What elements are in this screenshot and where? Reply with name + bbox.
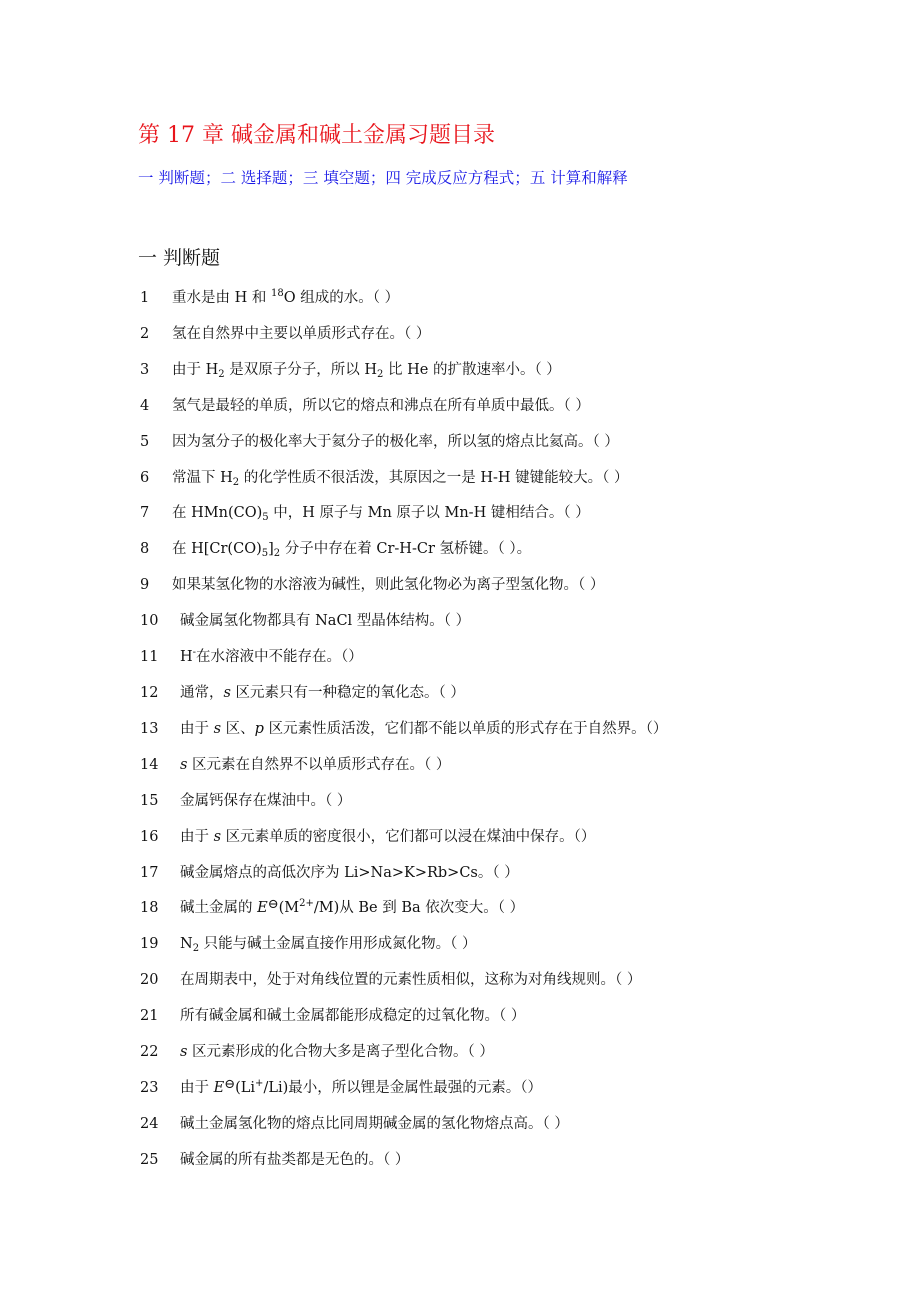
question-text [180, 681, 465, 717]
question-item [140, 358, 900, 394]
text-run: N [180, 936, 193, 953]
text-run: (Li [235, 1079, 256, 1096]
text-run: 由于 [180, 828, 214, 845]
question-text [172, 430, 619, 466]
question-number: 21 [140, 1008, 159, 1025]
question-text [180, 968, 641, 1004]
question-item [140, 896, 900, 932]
question-item [140, 286, 900, 322]
text-run: 区元素单质的密度很小，它们都可以浸在煤油中保存。（） [221, 828, 596, 845]
superscript: 18 [270, 288, 284, 299]
question-item [140, 466, 900, 502]
subscript: 5 [261, 548, 269, 560]
text-run: 重水是由 H 和 [172, 290, 271, 306]
text-run: 只能与碱土金属直接作用形成氮化物。（ ） [199, 936, 477, 953]
question-text [172, 501, 590, 537]
chapter-title: 第 17 章 碱金属和碱土金属习题目录 [138, 123, 495, 148]
question-number: 17 [140, 864, 159, 881]
italic-symbol: s [180, 1044, 188, 1061]
question-text [180, 1040, 494, 1076]
text-run: 碱金属熔点的高低次序为 Li>Na>K>Rb>Cs。（ ） [180, 864, 519, 881]
text-run: 由于 [180, 720, 214, 737]
question-text [172, 286, 399, 322]
superscript: - [192, 647, 197, 659]
italic-symbol: s [213, 828, 222, 845]
question-text [172, 573, 604, 609]
text-run: 因为氢分子的极化率大于氦分子的极化率，所以氢的熔点比氦高。（ ） [172, 433, 619, 450]
italic-symbol: s [213, 720, 222, 737]
question-item [140, 825, 900, 861]
italic-symbol: E [213, 1079, 225, 1096]
text-run: /M)从 Be 到 Ba 依次变大。（ ） [313, 900, 525, 917]
question-item [140, 932, 900, 968]
question-number: 19 [140, 936, 159, 953]
text-run: 由于 [180, 1079, 214, 1096]
text-run: 在 H[Cr(CO) [172, 541, 262, 558]
question-item [140, 537, 900, 573]
question-number: 6 [140, 469, 150, 486]
text-run: 区元素在自然界不以单质形式存在。（ ） [187, 756, 451, 773]
subscript: 2 [377, 368, 384, 380]
text-run: 的化学性质不很活泼，其原因之一是 H-H 键键能较大。（ ） [239, 469, 629, 486]
question-item [140, 681, 900, 717]
question-item [140, 753, 900, 789]
question-number: 16 [140, 828, 159, 845]
text-run: 区元素性质活泼，它们都不能以单质的形式存在于自然界。（） [263, 720, 668, 737]
text-run: 由于 H [172, 361, 219, 378]
italic-symbol: E [257, 900, 268, 917]
subscript: 2 [192, 943, 200, 955]
subscript: 5 [262, 512, 269, 524]
text-run: 氢在自然界中主要以单质形式存在。（ ） [172, 325, 431, 342]
text-run: 区、 [221, 720, 255, 737]
question-item [140, 968, 900, 1004]
text-run: H [180, 649, 193, 666]
question-number: 7 [140, 505, 150, 522]
text-run: 碱土金属氢化物的熔点比同周期碱金属的氢化物熔点高。（ ） [180, 1115, 569, 1132]
question-text [180, 825, 595, 861]
question-item [140, 717, 900, 753]
question-item [140, 1076, 900, 1112]
question-text [180, 932, 477, 968]
question-text [172, 358, 561, 394]
toc-link-4[interactable]: 四 完成反应方程式 [385, 169, 515, 187]
question-text [172, 466, 629, 502]
question-number: 10 [140, 613, 159, 630]
superscript: + [255, 1077, 264, 1089]
question-item [140, 609, 900, 645]
question-number: 2 [140, 325, 150, 342]
question-list [140, 286, 900, 1184]
subscript: 2 [218, 368, 225, 380]
standard-state-symbol: ⊖ [267, 897, 279, 913]
question-item [140, 861, 900, 897]
question-text [180, 717, 667, 753]
question-text [180, 753, 450, 789]
text-run: 常温下 H [172, 469, 233, 486]
text-run: 碱金属的所有盐类都是无色的。（ ） [180, 1151, 410, 1168]
question-text [180, 645, 363, 681]
text-run: 所有碱金属和碱土金属都能形成稳定的过氧化物。（ ） [180, 1008, 526, 1025]
text-run: ] [268, 541, 274, 558]
question-text [172, 537, 531, 573]
text-run: /Li)最小，所以锂是金属性最强的元素。（） [263, 1079, 542, 1096]
text-run: 氢气是最轻的单质，所以它的熔点和沸点在所有单质中最低。（ ） [172, 397, 590, 414]
question-item [140, 501, 900, 537]
section-heading: 一 判断题 [138, 247, 221, 269]
question-number: 13 [140, 720, 159, 737]
superscript: 2+ [299, 898, 314, 910]
text-run: 比 He 的扩散速率小。（ ） [383, 361, 561, 378]
question-item [140, 789, 900, 825]
question-text [180, 1004, 525, 1040]
question-item [140, 1148, 900, 1184]
question-item [140, 394, 900, 430]
question-number: 3 [140, 361, 150, 378]
question-text [180, 861, 519, 897]
question-number: 18 [140, 900, 159, 917]
question-item [140, 430, 900, 466]
question-item [140, 322, 900, 358]
subscript: 2 [273, 548, 281, 560]
subscript: 2 [232, 476, 240, 488]
text-run: 如果某氢化物的水溶液为碱性，则此氢化物必为离子型氢化物。（ ） [172, 577, 605, 594]
question-number: 12 [140, 684, 159, 701]
question-number: 23 [140, 1079, 159, 1096]
question-number: 9 [140, 577, 150, 594]
question-number: 11 [140, 649, 159, 666]
question-number: 25 [140, 1151, 159, 1168]
italic-symbol: p [254, 720, 264, 737]
italic-symbol: s [180, 756, 188, 773]
toc-link-5[interactable]: 五 计算和解释 [529, 169, 628, 187]
question-text [172, 394, 590, 430]
question-item [140, 645, 900, 681]
text-run: 区元素只有一种稳定的氧化态。（ ） [230, 684, 465, 701]
question-number: 8 [140, 541, 150, 558]
question-item [140, 1004, 900, 1040]
question-number: 22 [140, 1044, 159, 1061]
italic-symbol: s [223, 684, 231, 701]
text-run: O 组成的水。（ ） [283, 290, 400, 306]
question-number: 4 [140, 397, 150, 414]
standard-state-symbol: ⊖ [224, 1076, 236, 1092]
question-text [180, 789, 351, 825]
toc-separator: ； [369, 169, 386, 187]
question-item [140, 573, 900, 609]
question-item [140, 1040, 900, 1076]
question-text [180, 1112, 569, 1148]
question-text [180, 1148, 409, 1184]
toc-separator: ； [287, 169, 303, 187]
text-run: 在 HMn(CO) [172, 505, 263, 522]
question-number: 20 [140, 972, 159, 989]
text-run: 金属钙保存在煤油中。（ ） [180, 792, 352, 809]
text-run: 区元素形成的化合物大多是离子型化合物。（ ） [187, 1044, 494, 1061]
text-run: 通常， [180, 684, 224, 701]
text-run: (M [278, 900, 300, 917]
question-number: 1 [140, 290, 150, 306]
text-run: 分子中存在着 Cr-H-Cr 氢桥键。（ ）。 [280, 541, 532, 558]
text-run: 碱金属氢化物都具有 NaCl 型晶体结构。（ ） [180, 613, 471, 630]
toc-separator: ； [514, 169, 530, 187]
text-run: 中，H 原子与 Mn 原子以 Mn-H 键相结合。（ ） [268, 505, 590, 522]
text-run: 是双原子分子，所以 H [224, 361, 378, 378]
question-item [140, 1112, 900, 1148]
text-run: 在水溶液中不能存在。（） [196, 649, 363, 666]
text-run: 在周期表中，处于对角线位置的元素性质相似，这称为对角线规则。（ ） [180, 972, 642, 989]
question-number: 14 [140, 756, 159, 773]
toc-link-3[interactable]: 三 填空题 [302, 169, 370, 187]
question-text [180, 1076, 542, 1112]
question-number: 24 [140, 1115, 159, 1132]
toc-links [138, 166, 628, 188]
question-number: 15 [140, 792, 159, 809]
question-text [172, 322, 430, 358]
question-text [180, 896, 524, 932]
question-number: 5 [140, 433, 150, 450]
question-text [180, 609, 470, 645]
text-run: 碱土金属的 [180, 900, 258, 917]
toc-link-2[interactable]: 二 选择题 [220, 169, 288, 187]
toc-link-1[interactable]: 一 判断题 [138, 169, 205, 187]
toc-separator: ； [204, 169, 221, 187]
